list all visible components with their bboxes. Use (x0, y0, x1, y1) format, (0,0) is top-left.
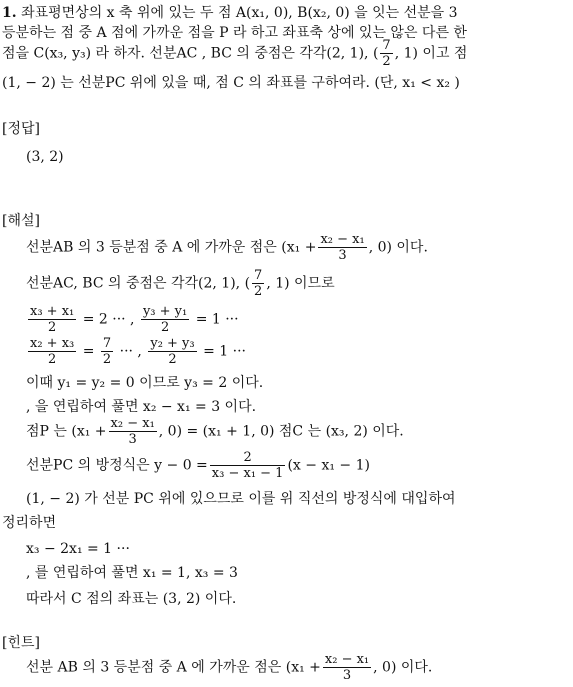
fraction: $\frac{\text{y₂ + y₃}}{2}$ (150, 336, 195, 367)
fraction: $\frac{\text{x₂ − x₁}}{3}$ (110, 416, 155, 447)
problem-text-1: 좌표평면상의 x 축 위에 있는 두 점 A(x₁, 0), B(x₂, 0) 을 잇는 선분을 3 (21, 5, 458, 21)
solution-line-2: 선분AC, BC 의 중점은 각각(2, 1), ( $\frac{7}{2}$ , 1) 이므로 (26, 268, 335, 299)
solution-line-4: , 을 연립하여 풀면 x₂ − x₁ = 3 이다. (26, 399, 257, 415)
solution-line-1: 선분AB 의 3 등분점 중 A 에 가까운 점은 (x₁ + $\frac{\text{x₂ − x₁}}{3}$ , 0) 이다. (26, 232, 428, 263)
fraction: $\frac{7}{2}$ (102, 336, 112, 367)
solution-line-9: x₃ − 2x₁ = 1 ··· (26, 541, 130, 557)
problem-line-3: 점을 C(x₃, y₃) 라 하자. 선분AC , BC 의 중점은 각각(2, 1), ( $\frac{7}{2}$ , 1) 이고 점 (2, 38, 468, 69)
solution-line-7: (1, − 2) 가 선분 PC 위에 있으므로 이를 위 직선의 방정식에 대입하여 (26, 491, 456, 507)
fraction: $\frac{7}{2}$ (254, 268, 263, 299)
fraction: $\frac{\text{x₂ − x₁}}{3}$ (324, 652, 370, 683)
solution-line-8: 정리하면 (2, 515, 57, 531)
answer-label: [정답] (2, 121, 40, 137)
problem-line-4: (1, − 2) 는 선분PC 위에 있을 때, 점 C 의 좌표를 구하여라. (단, x₁ < x₂ ) (2, 75, 460, 91)
problem-line-2: 등분하는 점 중 A 점에 가까운 점을 P 라 하고 좌표축 상에 있는 않은 다른 한 (2, 25, 467, 41)
fraction: $\frac{7}{2}$ (382, 38, 391, 69)
hint-label: [힌트] (2, 635, 40, 651)
answer-value: (3, 2) (26, 149, 64, 165)
equation-line-1: $\frac{\text{x₃ + x₁}}{2}$ = 2 ··· , $\frac{\text{y₃ + y₁}}{2}$ = 1 ··· (30, 304, 239, 335)
solution-label: [해설] (2, 213, 40, 229)
fraction: $\frac{2}{\text{x₃ − x₁ − 1}}$ (211, 450, 284, 481)
fraction: $\frac{\text{x₃ + x₁}}{2}$ (30, 304, 75, 335)
solution-line-6: 선분PC 의 방정식은 y − 0 = $\frac{2}{\text{x₃ − x₁ − 1}}$ (x − x₁ − 1) (26, 450, 370, 481)
fraction: $\frac{\text{x₂ − x₁}}{3}$ (320, 232, 365, 263)
hint-line-1: 선분 AB 의 3 등분점 중 A 에 가까운 점은 (x₁ + $\frac{\text{x₂ − x₁}}{3}$ , 0) 이다. (26, 652, 433, 683)
solution-line-10: , 를 연립하여 풀면 x₁ = 1, x₃ = 3 (26, 565, 238, 581)
solution-line-11: 따라서 C 점의 좌표는 (3, 2) 이다. (26, 591, 237, 607)
solution-line-3: 이때 y₁ = y₂ = 0 이므로 y₃ = 2 이다. (26, 375, 264, 391)
equation-line-2: $\frac{\text{x₂ + x₃}}{2}$ = $\frac{7}{2}$ ··· , $\frac{\text{y₂ + y₃}}{2}$ = 1 ··· (30, 336, 246, 367)
fraction: $\frac{\text{y₃ + y₁}}{2}$ (142, 304, 188, 335)
fraction: $\frac{\text{x₂ + x₃}}{2}$ (30, 336, 75, 367)
problem-number: 1. (2, 5, 17, 21)
solution-line-5: 점P 는 (x₁ + $\frac{\text{x₂ − x₁}}{3}$ , 0) = (x₁ + 1, 0) 점C 는 (x₃, 2) 이다. (26, 416, 404, 447)
problem-line-1 (2, 4, 458, 22)
